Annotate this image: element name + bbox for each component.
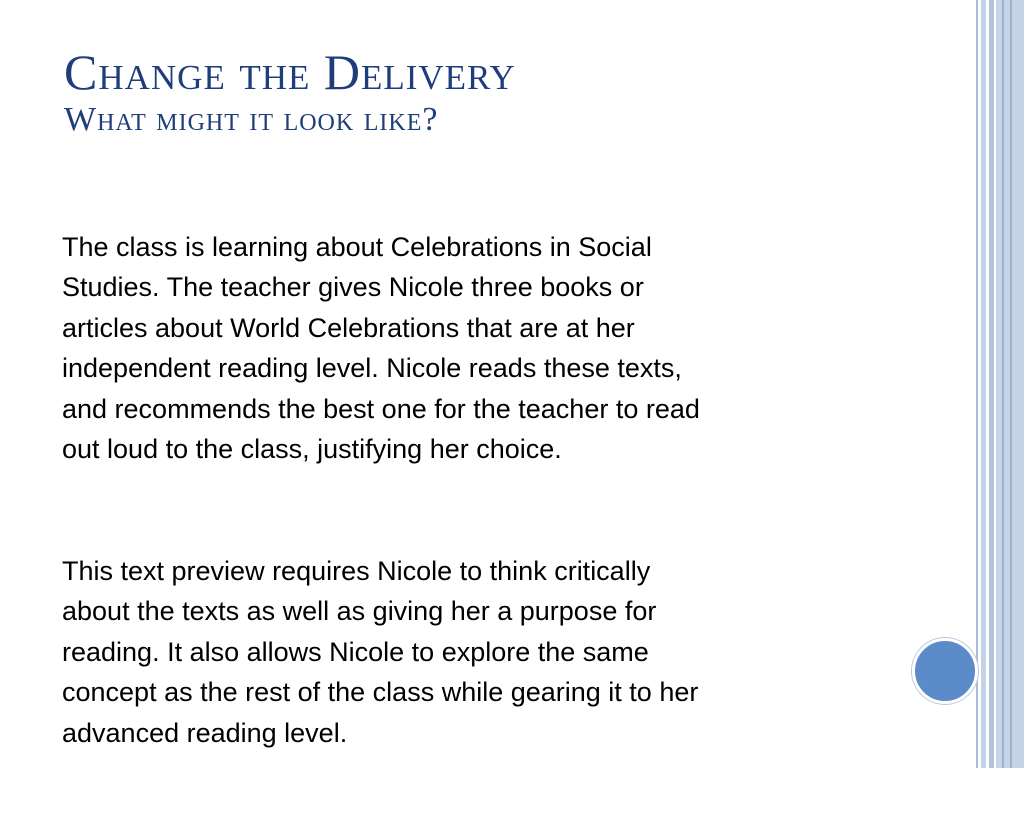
decorative-stripe — [981, 0, 986, 768]
decorative-circle — [912, 638, 978, 704]
decorative-stripe — [989, 0, 994, 768]
slide-subtitle: What might it look like? — [64, 101, 439, 138]
decorative-stripe — [976, 0, 978, 768]
decorative-stripe — [1002, 0, 1004, 768]
body-paragraph: This text preview requires Nicole to think critically about the texts as well as giving her a purpose for reading. It also allows Nicole to explore the same concept as the rest of the class while gearing it to her advanced reading level. — [62, 555, 699, 748]
body-paragraph: The class is learning about Celebrations in Social Studies. The teacher gives Nicole three books or articles about World Celebrations that are at her independent reading level. Nicole reads these texts, and recommends the best one for the teacher to read out loud to the class, justifying her choice. — [62, 231, 700, 464]
slide-title-block — [64, 44, 944, 140]
slide-title: Change the Delivery — [64, 44, 516, 100]
decorative-stripe — [1010, 0, 1012, 768]
slide-body — [62, 186, 902, 834]
